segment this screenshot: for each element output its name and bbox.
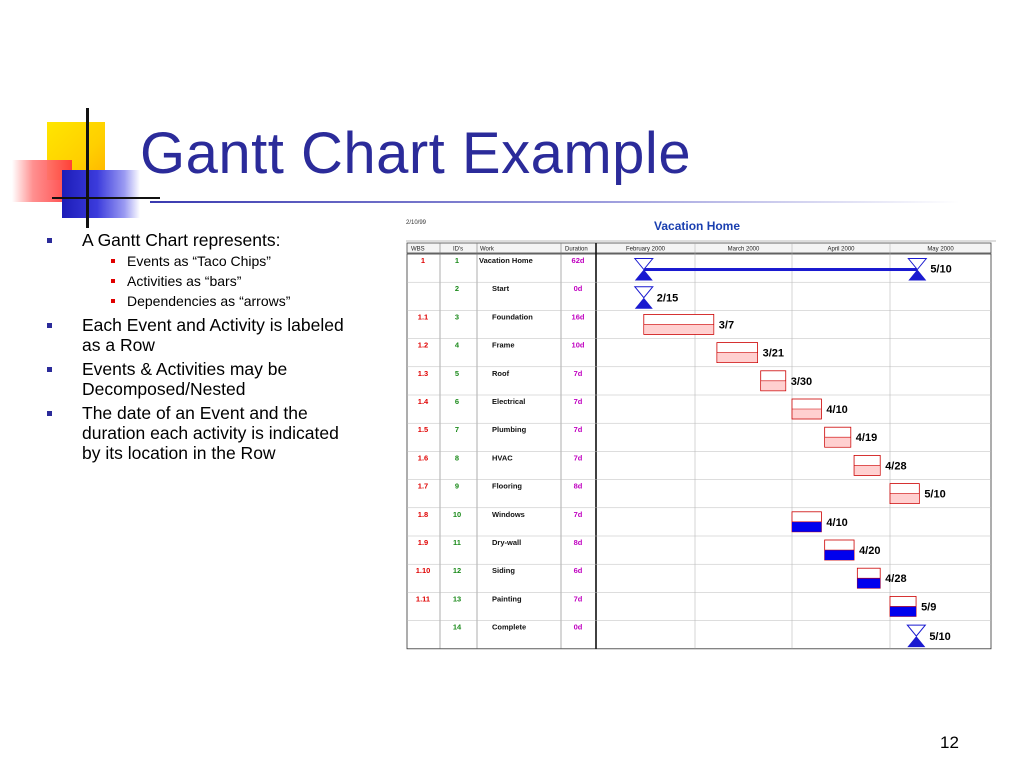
- end-date-label: 4/19: [855, 432, 878, 445]
- work-cell: Roof: [492, 368, 510, 378]
- duration-cell: 16d: [571, 312, 585, 322]
- column-header: Work: [480, 246, 494, 253]
- duration-cell: 62d: [571, 256, 585, 265]
- month-header: April 2000: [827, 246, 855, 253]
- duration-cell: 7d: [573, 594, 583, 604]
- month-header: February 2000: [625, 246, 666, 253]
- task-bar-fill: [855, 465, 880, 475]
- duration-cell: 0d: [573, 622, 583, 632]
- slide-title: Gantt Chart Example: [140, 121, 692, 186]
- work-cell: Plumbing: [492, 425, 527, 435]
- bullet-item: Events & Activities may be Decomposed/Nested: [40, 359, 360, 399]
- task-progress-fill: [792, 522, 821, 532]
- duration-cell: 7d: [573, 397, 583, 406]
- milestone-marker: [635, 287, 653, 298]
- bullet-list: [40, 230, 360, 467]
- task-progress-fill: [857, 578, 880, 588]
- wbs-cell: 1.1: [417, 312, 429, 322]
- gantt-chart: [400, 212, 1000, 652]
- wbs-cell: 1.3: [417, 368, 429, 378]
- wbs-cell: 1.7: [417, 481, 429, 491]
- duration-cell: 7d: [573, 425, 583, 435]
- id-cell: 5: [454, 368, 460, 378]
- id-cell: 10: [452, 509, 462, 519]
- bullet-item: [40, 230, 360, 311]
- id-cell: 12: [452, 566, 462, 576]
- task-bar-fill: [644, 324, 713, 334]
- end-date-label: 5/10: [924, 488, 946, 501]
- milestone-date-label: 5/10: [929, 631, 951, 644]
- work-cell: Foundation: [492, 312, 533, 322]
- duration-cell: 7d: [573, 368, 583, 378]
- work-cell: Windows: [492, 509, 525, 519]
- chart-date-stamp: 2/10/99: [406, 220, 427, 226]
- sub-bullet-list: [82, 251, 360, 311]
- duration-cell: 6d: [573, 566, 583, 576]
- column-header: ID's: [453, 246, 464, 253]
- logo-horizontal-line: [52, 197, 160, 199]
- bullet-text: A Gantt Chart represents:: [82, 230, 281, 250]
- end-date-label: 4/10: [826, 404, 848, 416]
- work-cell: Vacation Home: [479, 256, 533, 265]
- gantt-header: [407, 243, 991, 253]
- title-divider: [150, 201, 960, 203]
- end-date-label: 3/30: [790, 375, 813, 388]
- work-cell: Dry-wall: [492, 538, 522, 547]
- sub-bullet-item: Dependencies as “arrows”: [82, 291, 360, 311]
- bullet-item: The date of an Event and the duration each activity is indicated by its location in the Row: [40, 403, 360, 463]
- id-cell: 4: [454, 340, 460, 350]
- work-cell: Complete: [492, 622, 527, 632]
- milestone-marker: [635, 298, 653, 309]
- end-date-label: 4/28: [885, 573, 907, 586]
- month-header: March 2000: [727, 246, 760, 253]
- wbs-cell: 1.8: [417, 509, 429, 519]
- summary-marker: [908, 270, 926, 281]
- end-date-label: 5/9: [921, 601, 937, 614]
- duration-cell: 10d: [571, 340, 585, 350]
- task-bar-fill: [825, 437, 850, 447]
- end-date-label: 3/21: [762, 347, 785, 360]
- id-cell: 7: [454, 425, 460, 435]
- work-cell: Frame: [492, 340, 515, 350]
- summary-marker: [908, 259, 926, 270]
- sub-bullet-item: Events as “Taco Chips”: [82, 251, 360, 271]
- task-bar-fill: [761, 381, 785, 391]
- id-cell: 9: [454, 481, 460, 491]
- end-date-label: 4/20: [859, 545, 881, 557]
- column-header: WBS: [411, 246, 425, 253]
- end-date-label: 5/10: [930, 263, 952, 276]
- id-cell: 8: [454, 453, 460, 463]
- wbs-cell: 1.5: [417, 425, 429, 435]
- wbs-cell: 1.4: [417, 397, 429, 406]
- id-cell: 3: [454, 312, 460, 322]
- work-cell: Flooring: [492, 481, 522, 491]
- id-cell: 2: [454, 284, 460, 294]
- task-progress-fill: [890, 606, 916, 616]
- end-date-label: 3/7: [718, 319, 735, 332]
- summary-bar: [644, 268, 918, 271]
- id-cell: 14: [452, 622, 462, 632]
- wbs-cell: 1.2: [417, 340, 429, 350]
- decorative-logo: [0, 0, 160, 240]
- milestone-marker: [907, 636, 925, 647]
- duration-cell: 8d: [573, 481, 583, 491]
- id-cell: 1: [454, 256, 460, 265]
- wbs-cell: 1.11: [415, 594, 431, 604]
- wbs-cell: 1.10: [415, 566, 431, 576]
- milestone-marker: [907, 625, 925, 636]
- work-cell: Electrical: [492, 397, 526, 406]
- milestone-date-label: 2/15: [656, 292, 679, 305]
- id-cell: 6: [454, 397, 460, 406]
- summary-marker: [635, 259, 653, 270]
- gantt-chart-svg: [400, 212, 1000, 652]
- chart-title: Vacation Home: [654, 219, 741, 233]
- end-date-label: 4/10: [826, 516, 848, 529]
- duration-cell: 7d: [573, 509, 583, 519]
- task-bar-fill: [717, 353, 757, 363]
- page-number: 12: [940, 733, 959, 752]
- logo-blue-square: [62, 170, 140, 218]
- duration-cell: 8d: [573, 538, 583, 547]
- wbs-cell: 1.6: [417, 453, 429, 463]
- end-date-label: 4/28: [885, 460, 907, 473]
- duration-cell: 7d: [573, 453, 583, 463]
- bullet-item: Each Event and Activity is labeled as a Row: [40, 315, 360, 355]
- task-bar-fill: [891, 494, 919, 504]
- work-cell: Siding: [492, 566, 515, 576]
- work-cell: HVAC: [492, 453, 513, 463]
- work-cell: Painting: [492, 594, 522, 604]
- wbs-cell: 1.9: [417, 538, 429, 547]
- id-cell: 11: [453, 538, 461, 547]
- task-bar-fill: [793, 409, 821, 419]
- duration-cell: 0d: [573, 284, 583, 294]
- month-header: May 2000: [927, 246, 954, 253]
- task-progress-fill: [825, 550, 854, 560]
- id-cell: 13: [452, 594, 462, 604]
- logo-vertical-line: [86, 108, 89, 228]
- column-header: Duration: [565, 246, 588, 253]
- summary-marker: [635, 270, 653, 281]
- work-cell: Start: [492, 284, 510, 294]
- wbs-cell: 1: [420, 256, 426, 265]
- sub-bullet-item: Activities as “bars”: [82, 271, 360, 291]
